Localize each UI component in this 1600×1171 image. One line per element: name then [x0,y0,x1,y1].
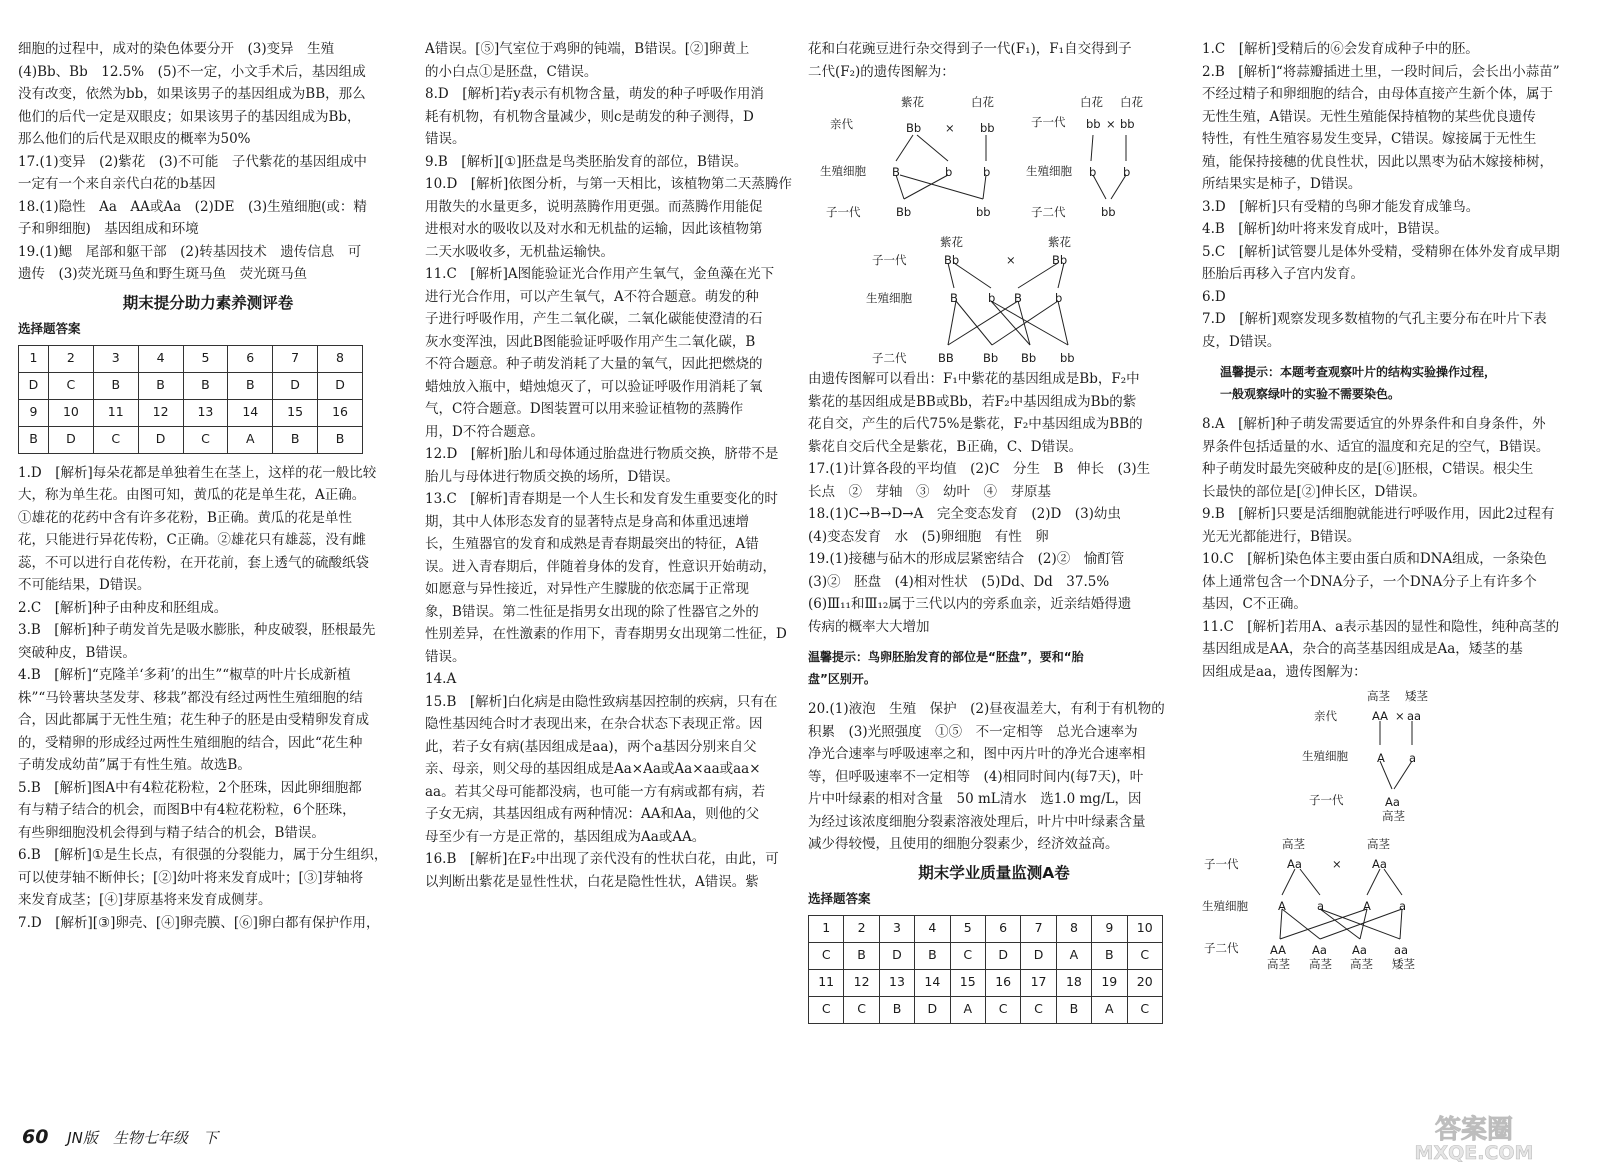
table-row [19,345,363,372]
text-line: 8.A [解析]种子萌发需要适宜的外界条件和自身条件，外 [1202,416,1546,432]
genotype: Bb [983,351,999,365]
table-cell: B [93,372,138,399]
table-cell: 11 [809,969,844,996]
text-line: 3.B [解析]种子萌发首先是吸水膨胀，种皮破裂，胚根最先 [18,622,376,638]
gamete: b [988,291,996,305]
text-line: (6)Ⅲ₁₁和Ⅲ₁₂属于三代以内的旁系血亲，近亲结婚得遗 [808,596,1132,612]
gamete: a [1399,899,1407,913]
genetic-diagrams-top [808,83,1180,368]
table-cell: 10 [48,399,93,426]
text-line: 来发育成茎；[④]芽原基将来发育成侧芽。 [18,892,272,908]
table-cell: 12 [844,969,879,996]
text-line: 子和卵细胞) 基因组成和环境 [18,221,199,237]
text-line: 可以使芽轴不断伸长；[②]幼叶将来发育成叶；[③]芽轴将 [18,869,364,886]
table-cell: 20 [1127,969,1162,996]
text-line: 亲、母亲，则父母的基因组成是Aa×Aa或Aa×aa或aa× [425,761,761,777]
text-line: 10.C [解析]染色体主要由蛋白质和DNA组成，一条染色 [1202,551,1547,567]
gamete: A [1278,899,1286,913]
genotype: aa [1407,709,1422,723]
text-line: 期，其中人体形态发育的显著特点是身高和体重迅速增 [425,513,749,530]
genetic-diagram-d [1202,683,1587,833]
table-cell: 4 [138,345,183,372]
text-line: 12.D [解析]胎儿和母体通过胎盘进行物质交换，脐带不是 [425,446,779,462]
text-line: 以判断出紫花是显性性状，白花是隐性性状，A错误。紫 [425,873,759,890]
text-line: 4.B [解析]“克隆羊‘多莉’的出生”“椒草的叶片长成新植 [18,667,351,683]
genotype: Aa [1372,857,1387,871]
text-line: 光无光都能进行，B错误。 [1202,528,1361,545]
table-row [809,969,1163,996]
diagram-label: 生殖细胞 [1302,749,1348,763]
table-cell: B [915,942,950,969]
gamete: b [1123,165,1131,179]
table-cell: 17 [1021,969,1056,996]
text-line: 紫花自交后代全是紫花，B正确，C、D错误。 [808,438,1083,455]
text-line: 10.D [解析]依图分析，与第一天相比，该植物第二天蒸腾作 [425,176,792,192]
table-cell: 19 [1092,969,1127,996]
table-cell: B [183,372,228,399]
text-line: 蕊，不可以进行自花传粉，在开花前，套上透气的硫酸纸袋 [18,554,369,571]
table-cell: 6 [228,345,273,372]
table-cell: D [915,996,950,1023]
table-cell: C [809,996,844,1023]
text-line: (4)变态发育 水 (5)卵细胞 有性 卵 [808,528,1049,545]
text-line: 种子萌发时最先突破种皮的是[⑥]胚根，C错误。根尖生 [1202,461,1534,477]
tip-line: 温馨提示：鸟卵胚胎发育的部位是“胚盘”，要和“胎 [808,650,1084,664]
text-line: 6.B [解析]①是生长点，有很强的分裂能力，属于分生组织， [18,847,388,863]
text-line: 不符合题意。种子萌发消耗了大量的氧气，因此把燃烧的 [425,356,763,372]
gamete: a [1409,751,1417,765]
table-cell: C [1021,996,1056,1023]
table-cell: B [1056,996,1091,1023]
text-line: (3)② 胚盘 (4)相对性状 (5)Dd、Dd 37.5% [808,573,1110,590]
text-line: 2.C [解析]种子由种皮和胚组成。 [18,599,228,616]
genotype: Bb [906,121,922,135]
table-cell: B [19,426,49,453]
gamete: A [1363,899,1371,913]
gamete: b [983,165,991,179]
genotype: bb [1060,351,1075,365]
genotype: Bb [1021,351,1037,365]
table-cell: B [273,426,318,453]
text-line: 等，但呼吸速率不一定相等 (4)相同时间内(每7天)，叶 [808,768,1144,785]
genotype: Bb [944,253,960,267]
diagram-label: 白花 [1080,95,1103,109]
diagram-label: 生殖细胞 [866,291,912,305]
genotype: bb [976,205,991,219]
text-line: 18.(1)C→B→D→A 完全变态发育 (2)D (3)幼虫 [808,506,1121,522]
text-line: 19.(1)鳃 尾部和躯干部 (2)转基因技术 遗传信息 可 [18,243,362,260]
text-line: 9.B [解析][①]胚盘是鸟类胚胎发育的部位，B错误。 [425,153,748,170]
table-cell: D [879,942,914,969]
table-cell: 16 [985,969,1020,996]
table-cell: C [809,942,844,969]
text-line: 用散失的水量更多，说明蒸腾作用更强。而蒸腾作用能促 [425,198,763,215]
table-cell: C [950,942,985,969]
diagram-label: 高茎 [1282,837,1305,851]
text-line: 株”“马铃薯块茎发芽、移栽”都没有经过两性生殖细胞的结 [18,689,363,706]
answer-label: 选择题答案 [808,891,871,906]
table-cell: C [985,996,1020,1023]
text-line: 耗有机物，有机物含量减少，则c是萌发的种子测得，D [425,108,754,125]
watermark-logo [1362,1110,1587,1162]
table-cell: C [48,372,93,399]
page-number: 60 [22,1126,49,1148]
text-line: 体上通常包含一个DNA分子，一个DNA分子上有许多个 [1202,573,1537,590]
cross-sign: × [1006,253,1016,267]
diagram-label: 紫花 [1048,235,1071,249]
text-line: 14.A [425,671,457,687]
text-line: 用，D不符合题意。 [425,423,544,440]
table-cell: 15 [273,399,318,426]
text-line: (4)Bb、Bb 12.5% (5)不一定，小文手术后，基因组成 [18,63,366,80]
text-line: 遗传 (3)荧光斑马鱼和野生斑马鱼 荧光斑马鱼 [18,266,308,282]
table-cell: 16 [318,399,363,426]
text-line: 进根对水的吸收以及对水和无机盐的运输，因此该植物第 [425,221,763,237]
table-cell: D [273,372,318,399]
table-cell: 11 [93,399,138,426]
table-cell: A [1092,996,1127,1023]
table-cell: 1 [19,345,49,372]
text-line: 传病的概率大大增加 [808,618,930,635]
diagram-label: 生殖细胞 [820,164,866,178]
text-line: 母至少有一方是正常的，基因组成为Aa或AA。 [425,828,706,845]
text-line: 因组成是aa，遗传图解为： [1202,663,1367,680]
text-line: 积累 (3)光照强度 ①⑤ 不一定相等 总光合速率为 [808,723,1138,740]
text-line: 性别差异，在性激素的作用下，青春期男女出现第二性征，D [425,626,787,642]
text-line: 由遗传图解可以看出：F₁中紫花的基因组成是Bb，F₂中 [808,371,1140,387]
text-line: 气，C符合题意。D图装置可以用来验证植物的蒸腾作 [425,401,744,417]
genotype: bb [1101,205,1116,219]
diagram-label: 紫花 [940,235,963,249]
column-2 [425,38,795,893]
text-line: 蜡烛放入瓶中，蜡烛熄灭了，可以验证呼吸作用消耗了氧 [425,378,763,395]
text-line: 错误。 [425,131,466,147]
text-line: 3.D [解析]只有受精的鸟卵才能发育成雏鸟。 [1202,198,1480,215]
section-title: 期末提分助力素养测评卷 [122,293,294,312]
table-cell: 10 [1127,915,1162,942]
text-line: 突破种皮，B错误。 [18,644,136,661]
gamete: b [1055,291,1063,305]
table-row [19,426,363,453]
diagram-label: 矮茎 [1392,957,1415,971]
diagram-label: 子一代 [1204,857,1239,871]
diagram-label: 高茎 [1267,957,1290,971]
gamete: B [950,291,958,305]
text-line: 胚胎后再移入子宫内发育。 [1202,266,1364,282]
table-cell: A [1056,942,1091,969]
text-line: 长，生殖器官的发育和成熟是青春期最突出的特征，A错 [425,536,759,552]
text-line: 灰水变浑浊，因此B图能验证呼吸作用产生二氧化碳，B [425,333,756,350]
gamete: b [945,165,953,179]
text-line: 长点 ② 芽轴 ③ 幼叶 ④ 芽原基 [808,483,1051,500]
cross-sign: × [1332,857,1342,871]
diagram-label: 子二代 [1204,941,1239,955]
text-line: 象，B错误。第二性征是指男女出现的除了性器官之外的 [425,603,759,620]
table-cell: 7 [1021,915,1056,942]
tip-line: 温馨提示：本题考查观察叶片的结构实验操作过程， [1220,365,1497,379]
genotype: Aa [1385,795,1400,809]
text-line: 基因，C不正确。 [1202,596,1307,612]
text-line: 无性生殖，A错误。无性生殖能保持植物的某些优良遗传 [1202,108,1536,125]
genotype: bb [1086,117,1101,131]
diagram-label: 子二代 [872,351,907,365]
text-line: 不经过精子和卵细胞的结合，由母体直接产生新个体，属于 [1202,86,1553,102]
text-line: 11.C [解析]A图能验证光合作用产生氧气，金鱼藻在光下 [425,266,775,282]
table-cell: D [19,372,49,399]
diagram-label: 高茎 [1367,689,1390,703]
text-line: 17.(1)变异 (2)紫花 (3)不可能 子代紫花的基因组成中 [18,153,367,170]
table-cell: 7 [273,345,318,372]
text-line: A错误。[⑤]气室位于鸡卵的钝端，B错误。[②]卵黄上 [425,41,750,57]
text-line: 所结果实是柿子，D错误。 [1202,176,1362,192]
gamete: b [1089,165,1097,179]
text-line: 5.B [解析]图A中有4粒花粉粒，2个胚珠，因此卵细胞都 [18,779,362,796]
table-cell: 13 [183,399,228,426]
tip-line: 一般观察绿叶的实验不需要染色。 [1220,387,1401,401]
table-cell: 14 [228,399,273,426]
text-line: 7.D [解析]观察发现多数植物的气孔主要分布在叶片下表 [1202,311,1547,327]
text-line: 那么他们的后代是双眼皮的概率为50% [18,131,251,147]
text-line: 7.D [解析][③]卵壳、[④]卵壳膜、[⑥]卵白都有保护作用， [18,914,380,931]
text-line: 16.B [解析]在F₂中出现了亲代没有的性状白花，由此，可 [425,851,779,867]
table-cell: 14 [915,969,950,996]
text-line: 6.D [1202,288,1226,305]
text-line: 花自交，产生的后代75%是紫花，F₂中基因组成为BB的 [808,416,1143,432]
diagram-label: 高茎 [1309,957,1332,971]
text-line: 一定有一个来自亲代白花的b基因 [18,176,216,192]
text-line: 5.C [解析]试管婴儿是体外受精，受精卵在体外发育成早期 [1202,243,1560,260]
diagram-label: 生殖细胞 [1026,164,1072,178]
text-line: 他们的后代一定是双眼皮；如果该男子的基因组成为Bb， [18,108,361,125]
table-cell: 15 [950,969,985,996]
table-row [19,372,363,399]
table-cell: 6 [985,915,1020,942]
text-line: 二代(F₂)的遗传图解为： [808,63,955,80]
genotype: Bb [1052,253,1068,267]
text-line: 1.D [解析]每朵花都是单独着生在茎上，这样的花一般比较 [18,464,377,481]
text-line: 没有改变，依然为bb，如果该男子的基因组成为BB，那么 [18,86,366,102]
text-line: 殖，能保持接穗的优良性状，因此以黑枣为砧木嫁接柿树， [1202,153,1553,170]
text-line: 子进行呼吸作用，产生二氧化碳，二氧化碳能使澄清的石 [425,311,763,327]
text-line: 错误。 [425,648,466,665]
table-cell: C [844,996,879,1023]
table-cell: 8 [318,345,363,372]
text-line: 二天水吸收多，无机盐运输快。 [425,243,614,260]
table-cell: A [228,426,273,453]
table-cell: B [228,372,273,399]
watermark-text: 答案圈 [1434,1115,1514,1145]
table-cell: C [183,426,228,453]
genotype: BB [938,351,954,365]
diagram-label: 子一代 [826,205,861,219]
text-line: 为经过该浓度细胞分裂素溶液处理后，叶片中叶绿素含量 [808,813,1146,830]
text-line: 子女无病，其基因组成有两种情况：AA和Aa，则他的父 [425,806,760,822]
text-line: 8.D [解析]若y表示有机物含量，萌发的种子呼吸作用消 [425,86,764,102]
genotype: aa [1394,943,1409,957]
table-cell: 8 [1056,915,1091,942]
section-title: 期末学业质量监测A卷 [918,863,1070,882]
text-line: 4.B [解析]幼叶将来发育成叶，B错误。 [1202,221,1448,237]
table-cell: B [1092,942,1127,969]
text-line: aa。若其父母可能都没病，也可能一方有病或都有病，若 [425,783,766,800]
table-cell: 18 [1056,969,1091,996]
genotype: AA [1270,943,1287,957]
text-line: 子萌发成幼苗”属于有性生殖。故选B。 [18,757,251,773]
diagram-label: 生殖细胞 [1202,899,1248,913]
text-line: 20.(1)液泡 生殖 保护 (2)昼夜温差大，有利于有机物的 [808,701,1165,717]
diagram-label: 亲代 [830,117,853,131]
table-cell: 9 [1092,915,1127,942]
table-cell: D [48,426,93,453]
text-line: 有些卵细胞没机会得到与精子结合的机会，B错误。 [18,824,325,841]
text-line: 隐性基因纯合时才表现出来，在杂合状态下表现正常。因 [425,716,763,732]
table-cell: B [318,426,363,453]
table-cell: D [318,372,363,399]
text-line: 基因组成是AA，杂合的高茎基因组成是Aa，矮茎的基 [1202,641,1523,657]
text-line: 细胞的过程中，成对的染色体要分开 (3)变异 生殖 [18,41,335,57]
table-cell: C [1127,942,1162,969]
text-line: 特性，有性生殖容易发生变异，C错误。嫁接属于无性生 [1202,131,1537,147]
tip-box [808,646,1180,690]
table-cell: D [985,942,1020,969]
gamete: A [1377,751,1385,765]
text-line: 13.C [解析]青春期是一个人生长和发育发生重要变化的时 [425,491,778,507]
genotype: Bb [896,205,912,219]
diagram-label: 紫花 [901,95,924,109]
diagram-label: 子一代 [1031,115,1066,129]
text-line: 19.(1)接穗与砧木的形成层紧密结合 (2)② 愉酊管 [808,551,1125,567]
text-line: 胎儿与母体进行物质交换的场所，D错误。 [425,468,679,485]
text-line: 进行光合作用，可以产生氧气，A不符合题意。萌发的种 [425,288,759,305]
footer-text: JN版 生物七年级 下 [67,1129,218,1147]
column-4 [1202,38,1587,973]
page-footer [22,1126,218,1148]
table-cell: 2 [844,915,879,942]
table-cell: D [138,426,183,453]
diagram-label: 子一代 [872,253,907,267]
genotype: Aa [1352,943,1367,957]
text-line: 18.(1)隐性 Aa AA或Aa (2)DE (3)生殖细胞(或：精 [18,198,367,215]
table-cell: B [844,942,879,969]
genotype: AA [1372,709,1389,723]
text-line: 花和白花豌豆进行杂交得到子一代(F₁)，F₁自交得到子 [808,41,1132,57]
table-cell: A [950,996,985,1023]
diagram-label: 子一代 [1309,793,1344,807]
table-cell: 2 [48,345,93,372]
text-line: 15.B [解析]白化病是由隐性致病基因控制的疾病，只有在 [425,693,778,710]
text-line: 紫花的基因组成是BB或Bb，若F₂中基因组成为Bb的紫 [808,393,1137,410]
gamete: B [892,165,900,179]
cross-sign: × [1106,117,1116,131]
genotype: bb [980,121,995,135]
text-line: 此，若子女有病(基因组成是aa)，两个a基因分别来自父 [425,738,757,755]
table-cell: D [1021,942,1056,969]
text-line: 大，称为单生花。由图可知，黄瓜的花是单生花，A正确。 [18,487,366,503]
diagram-label: 矮茎 [1405,689,1428,703]
text-line: 有与精子结合的机会，而图B中有4粒花粉粒，6个胚珠， [18,802,356,818]
table-cell: 12 [138,399,183,426]
genotype: Aa [1287,857,1302,871]
text-line: 不可能结果，D错误。 [18,577,151,593]
table-cell: 5 [183,345,228,372]
text-line: 长最快的部位是[②]伸长区，D错误。 [1202,483,1426,500]
text-line: 界条件包括适量的水、适宜的温度和充足的空气，B错误。 [1202,438,1550,455]
diagram-label: 白花 [1120,95,1143,109]
watermark-url: MXQE.COM [1414,1142,1534,1162]
table-cell: C [1127,996,1162,1023]
text-line: ①雄花的花药中含有许多花粉，B正确。黄瓜的花是单性 [18,509,352,526]
table-cell: 4 [915,915,950,942]
text-line: 片中叶绿素的相对含量 50 mL清水 选1.0 mg/L，因 [808,791,1142,807]
gamete: a [1317,899,1325,913]
table-cell: 1 [809,915,844,942]
diagram-label: 高茎 [1350,957,1373,971]
text-line: 净光合速率与呼吸速率之和，图中丙片叶的净光合速率相 [808,746,1146,762]
diagram-label: 高茎 [1382,809,1405,823]
diagram-label: 子二代 [1031,205,1066,219]
table-cell: B [138,372,183,399]
column-1 [18,38,398,934]
table-cell: C [93,426,138,453]
table-cell: 9 [19,399,49,426]
table-row [19,399,363,426]
diagram-label: 白花 [971,95,994,109]
tip-line: 盘”区别开。 [808,672,876,686]
table-cell: 3 [879,915,914,942]
text-line: 合，因此都属于无性生殖；花生种子的胚是由受精卵发育成 [18,712,369,728]
text-line: 如愿意与异性接近，对异性产生朦胧的依恋属于正常现 [425,581,749,597]
table-row [809,996,1163,1023]
table-cell: 5 [950,915,985,942]
text-line: 17.(1)计算各段的平均值 (2)C 分生 B 伸长 (3)生 [808,461,1151,477]
genetic-diagram-e [1062,833,1587,973]
cross-sign: × [1395,709,1405,723]
text-line: 误。进入青春期后，伴随着身体的发育，性意识开始萌动， [425,558,776,575]
text-line: 11.C [解析]若用A、a表示基因的显性和隐性，纯种高茎的 [1202,618,1560,635]
diagram-label: 亲代 [1314,709,1337,723]
table-cell: B [879,996,914,1023]
text-line: 的小白点①是胚盘，C错误。 [425,63,598,80]
text-line: 9.B [解析]只要是活细胞就能进行呼吸作用，因此2过程有 [1202,506,1555,522]
table-cell: 13 [879,969,914,996]
text-line: 花，只能进行异花传粉，C正确。②雄花只有雄蕊，没有雌 [18,532,366,548]
genotype: bb [1120,117,1135,131]
gamete: B [1014,291,1022,305]
text-line: 皮，D错误。 [1202,333,1281,350]
answer-label: 选择题答案 [18,321,81,336]
table-cell: 3 [93,345,138,372]
text-line: 减少得较慢，且使用的细胞分裂素少，经济效益高。 [808,836,1119,852]
cross-sign: × [945,121,955,135]
genotype: Aa [1312,943,1327,957]
diagram-label: 高茎 [1367,837,1390,851]
text-line: 1.C [解析]受精后的⑥会发育成种子中的胚。 [1202,41,1479,57]
text-line: 2.B [解析]“将蒜瓣插进土里，一段时间后，会长出小蒜苗” [1202,63,1560,80]
text-line: 的，受精卵的形成经过两性生殖细胞的结合，因此“花生种 [18,734,363,751]
tip-box [1202,361,1587,405]
answer-table [18,345,363,454]
